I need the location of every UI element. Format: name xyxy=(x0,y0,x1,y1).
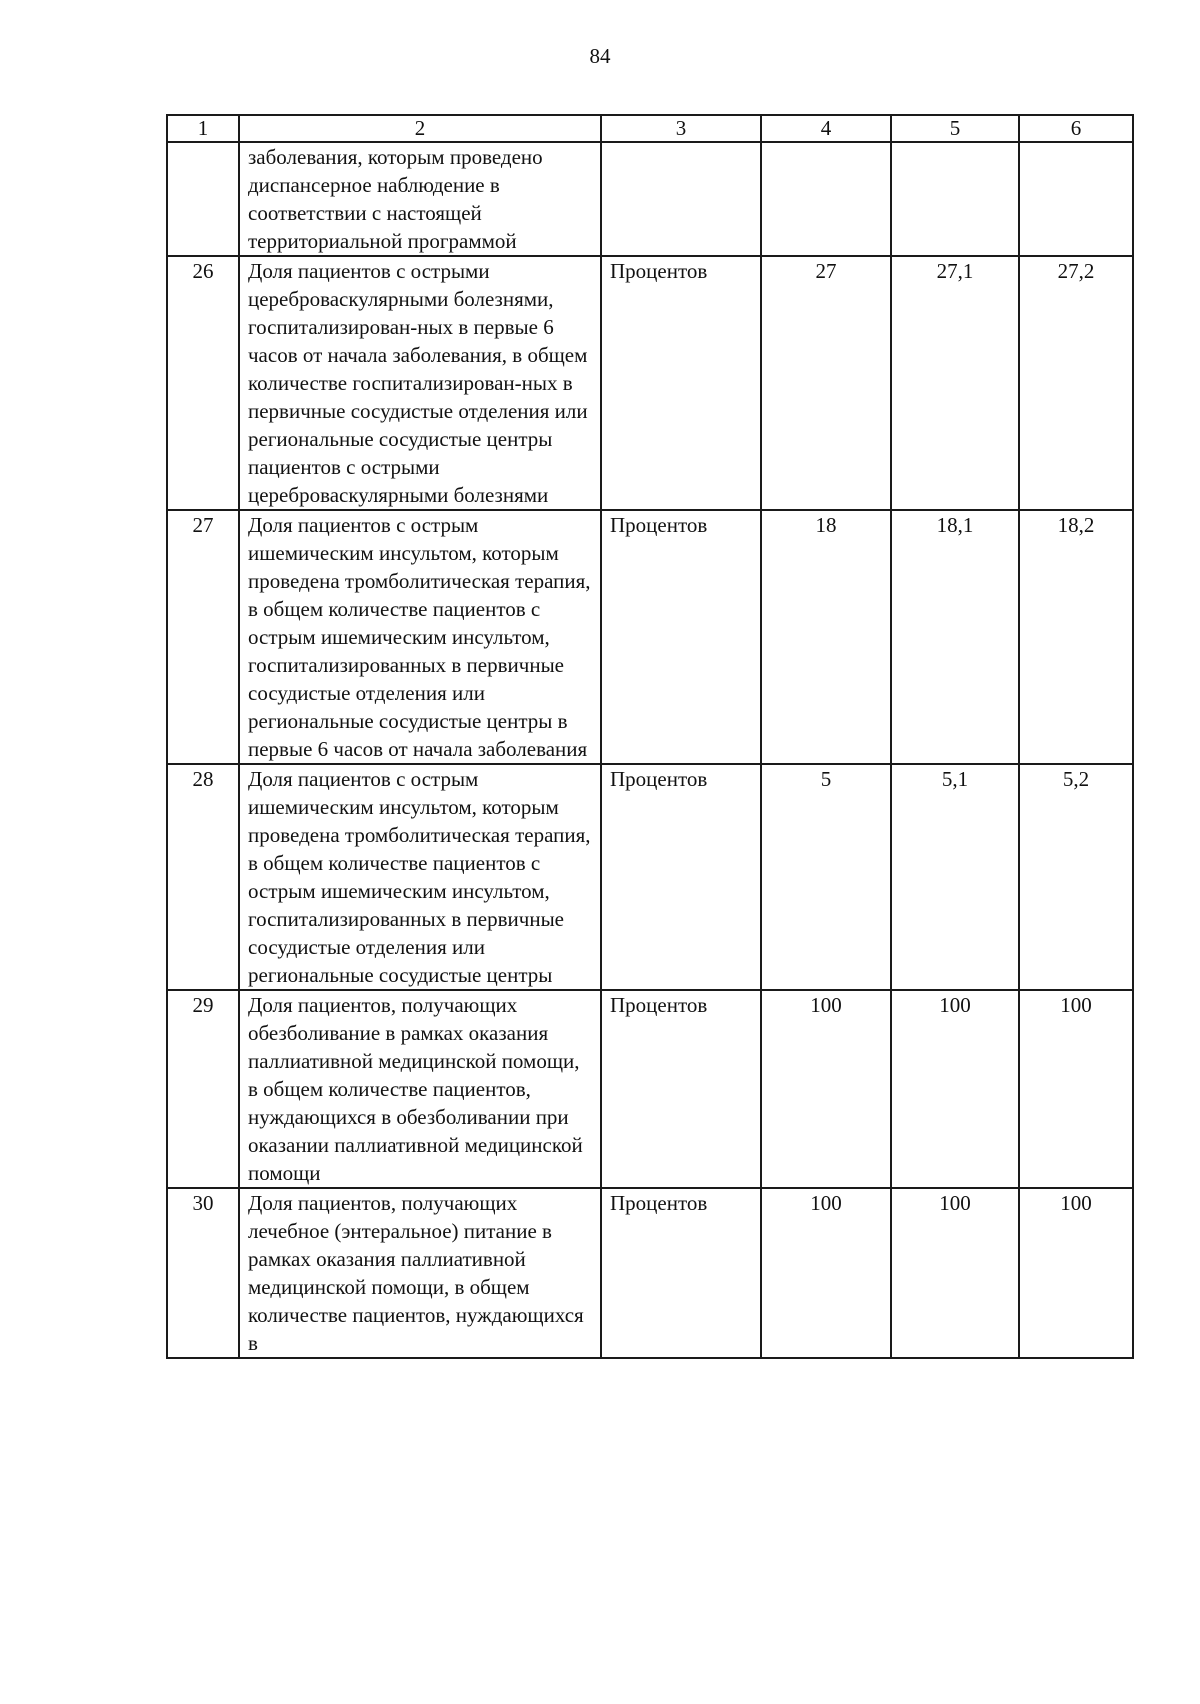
unit: Процентов xyxy=(601,764,761,990)
value-col-6: 100 xyxy=(1019,990,1133,1188)
row-number: 29 xyxy=(167,990,239,1188)
value-col-4: 100 xyxy=(761,1188,891,1358)
value-col-4 xyxy=(761,142,891,256)
row-number xyxy=(167,142,239,256)
indicator-name: Доля пациентов с острыми цереброваскулярными болезнями, госпитализирован-ных в первые 6 часов от начала заболевания, в общем количестве госпитализирован-ных в первичные сосудистые отделения или региональные сосудистые центры пациентов с острыми цереброваскулярными болезнями xyxy=(239,256,601,510)
value-col-4: 27 xyxy=(761,256,891,510)
value-col-6: 5,2 xyxy=(1019,764,1133,990)
table-row xyxy=(167,1188,1133,1358)
unit: Процентов xyxy=(601,1188,761,1358)
table-header-row xyxy=(167,115,1133,142)
column-header: 1 xyxy=(167,115,239,142)
table-row xyxy=(167,990,1133,1188)
page-number: 84 xyxy=(589,44,611,68)
column-header: 3 xyxy=(601,115,761,142)
value-col-5: 18,1 xyxy=(891,510,1019,764)
indicator-name: Доля пациентов, получающих лечебное (энтеральное) питание в рамках оказания паллиативной медицинской помощи, в общем количестве пациентов, нуждающихся в xyxy=(239,1188,601,1358)
value-col-6: 27,2 xyxy=(1019,256,1133,510)
value-col-5: 27,1 xyxy=(891,256,1019,510)
value-col-4: 100 xyxy=(761,990,891,1188)
indicators-table xyxy=(166,114,1134,1359)
value-col-5: 100 xyxy=(891,990,1019,1188)
unit: Процентов xyxy=(601,510,761,764)
value-col-6: 18,2 xyxy=(1019,510,1133,764)
value-col-5: 5,1 xyxy=(891,764,1019,990)
indicator-name: Доля пациентов, получающих обезболивание в рамках оказания паллиативной медицинской помощи, в общем количестве пациентов, нуждающихся в обезболивании при оказании паллиативной медицинской помощи xyxy=(239,990,601,1188)
table-row xyxy=(167,510,1133,764)
value-col-4: 5 xyxy=(761,764,891,990)
unit xyxy=(601,142,761,256)
table-row xyxy=(167,142,1133,256)
value-col-6 xyxy=(1019,142,1133,256)
table-row xyxy=(167,764,1133,990)
row-number: 26 xyxy=(167,256,239,510)
column-header: 2 xyxy=(239,115,601,142)
table-row xyxy=(167,256,1133,510)
row-number: 27 xyxy=(167,510,239,764)
value-col-6: 100 xyxy=(1019,1188,1133,1358)
value-col-5: 100 xyxy=(891,1188,1019,1358)
indicator-name: заболевания, которым проведено диспансерное наблюдение в соответствии с настоящей территориальной программой xyxy=(239,142,601,256)
indicator-name: Доля пациентов с острым ишемическим инсультом, которым проведена тромболитическая терапия, в общем количестве пациентов с острым ишемическим инсультом, госпитализированных в первичные сосудистые отделения или региональные сосудистые центры в первые 6 часов от начала заболевания xyxy=(239,510,601,764)
row-number: 30 xyxy=(167,1188,239,1358)
value-col-4: 18 xyxy=(761,510,891,764)
column-header: 4 xyxy=(761,115,891,142)
column-header: 5 xyxy=(891,115,1019,142)
row-number: 28 xyxy=(167,764,239,990)
indicator-name: Доля пациентов с острым ишемическим инсультом, которым проведена тромболитическая терапия, в общем количестве пациентов с острым ишемическим инсультом, госпитализированных в первичные сосудистые отделения или региональные сосудистые центры xyxy=(239,764,601,990)
value-col-5 xyxy=(891,142,1019,256)
unit: Процентов xyxy=(601,990,761,1188)
column-header: 6 xyxy=(1019,115,1133,142)
unit: Процентов xyxy=(601,256,761,510)
